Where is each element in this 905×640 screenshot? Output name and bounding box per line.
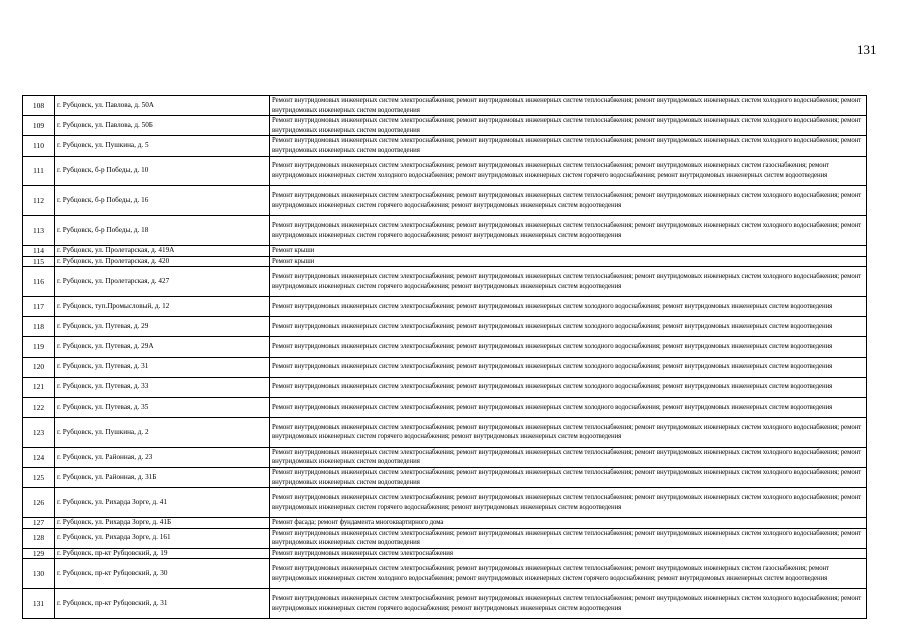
row-works: Ремонт внутридомовых инженерных систем электроснабжения [270,548,867,559]
table-row [23,267,867,297]
row-address: г. Рубцовск, туп.Промысловый, д. 12 [55,296,270,316]
row-number: 116 [23,267,55,297]
table-row [23,418,867,448]
row-address: г. Рубцовск, пр-кт Рубцовский, д. 19 [55,548,270,559]
row-number: 125 [23,468,55,488]
row-works: Ремонт фасада; ремонт фундамента многоквартирного дома [270,518,867,529]
row-address: г. Рубцовск, пр-кт Рубцовский, д. 31 [55,589,270,619]
row-address: г. Рубцовск, б-р Победы, д. 16 [55,186,270,216]
row-works: Ремонт внутридомовых инженерных систем электроснабжения; ремонт внутридомовых инженерных систем теплоснабжения; ремонт внутридомовых инженерных систем газоснабжения; ремонт внутридомовых инженерных систем холодного водоснабжения; ремонт внутридомовых инженерных систем горячего водоснабжения; ремонт внутридомовых инженерных систем водоотведения [270,559,867,589]
row-works: Ремонт внутридомовых инженерных систем электроснабжения; ремонт внутридомовых инженерных систем теплоснабжения; ремонт внутридомовых инженерных систем холодного водоснабжения; ремонт внутридомовых инженерных систем горячего водоснабжения; ремонт внутридомовых инженерных систем водоотведения [270,589,867,619]
row-number: 127 [23,518,55,529]
page-number: 131 [857,42,877,57]
row-number: 126 [23,488,55,518]
row-works: Ремонт внутридомовых инженерных систем электроснабжения; ремонт внутридомовых инженерных систем теплоснабжения; ремонт внутридомовых инженерных систем холодного водоснабжения; ремонт внутридомовых инженерных систем водоотведения [270,447,867,467]
row-address: г. Рубцовск, ул. Пролетарская, д. 419А [55,245,270,256]
table-row [23,216,867,246]
table-row [23,337,867,357]
row-works: Ремонт внутридомовых инженерных систем электроснабжения; ремонт внутридомовых инженерных систем теплоснабжения; ремонт внутридомовых инженерных систем холодного водоснабжения; ремонт внутридомовых инженерных систем горячего водоснабжения; ремонт внутридомовых инженерных систем водоотведения [270,186,867,216]
row-number: 123 [23,418,55,448]
row-number: 124 [23,447,55,467]
row-address: г. Рубцовск, ул. Пушкина, д. 2 [55,418,270,448]
table-row [23,518,867,529]
table-row [23,186,867,216]
row-number: 122 [23,397,55,417]
row-number: 115 [23,256,55,267]
table-row [23,357,867,377]
row-number: 114 [23,245,55,256]
table-row [23,397,867,417]
row-works: Ремонт внутридомовых инженерных систем электроснабжения; ремонт внутридомовых инженерных систем теплоснабжения; ремонт внутридомовых инженерных систем холодного водоснабжения; ремонт внутридомовых инженерных систем горячего водоснабжения; ремонт внутридомовых инженерных систем водоотведения [270,418,867,448]
row-works: Ремонт внутридомовых инженерных систем электроснабжения; ремонт внутридомовых инженерных систем холодного водоснабжения; ремонт внутридомовых инженерных систем водоотведения [270,317,867,337]
table-row [23,468,867,488]
row-number: 120 [23,357,55,377]
row-number: 117 [23,296,55,316]
table-row [23,548,867,559]
row-works: Ремонт внутридомовых инженерных систем электроснабжения; ремонт внутридомовых инженерных систем теплоснабжения; ремонт внутридомовых инженерных систем холодного водоснабжения; ремонт внутридомовых инженерных систем водоотведения [270,96,867,116]
row-address: г. Рубцовск, ул. Путевая, д. 35 [55,397,270,417]
row-number: 109 [23,116,55,136]
row-address: г. Рубцовск, ул. Пролетарская, д. 427 [55,267,270,297]
row-address: г. Рубцовск, б-р Победы, д. 18 [55,216,270,246]
table-row [23,245,867,256]
row-number: 111 [23,156,55,186]
table-row [23,296,867,316]
table-row [23,528,867,548]
row-number: 118 [23,317,55,337]
row-address: г. Рубцовск, ул. Павлова, д. 50Б [55,116,270,136]
row-number: 130 [23,559,55,589]
row-works: Ремонт внутридомовых инженерных систем электроснабжения; ремонт внутридомовых инженерных систем теплоснабжения; ремонт внутридомовых инженерных систем холодного водоснабжения; ремонт внутридомовых инженерных систем водоотведения [270,468,867,488]
row-number: 119 [23,337,55,357]
table-row [23,317,867,337]
row-address: г. Рубцовск, ул. Рихарда Зорге, д. 161 [55,528,270,548]
table-row [23,447,867,467]
row-works: Ремонт внутридомовых инженерных систем электроснабжения; ремонт внутридомовых инженерных систем теплоснабжения; ремонт внутридомовых инженерных систем холодного водоснабжения; ремонт внутридомовых инженерных систем водоотведения [270,136,867,156]
row-address: г. Рубцовск, пр-кт Рубцовский, д. 30 [55,559,270,589]
table-row [23,156,867,186]
table-body [23,96,867,619]
row-works: Ремонт крыши [270,256,867,267]
table-row [23,136,867,156]
table-row [23,377,867,397]
repair-works-table [22,95,867,619]
row-address: г. Рубцовск, ул. Рихарда Зорге, д. 41 [55,488,270,518]
row-works: Ремонт внутридомовых инженерных систем электроснабжения; ремонт внутридомовых инженерных систем теплоснабжения; ремонт внутридомовых инженерных систем холодного водоснабжения; ремонт внутридомовых инженерных систем горячего водоснабжения; ремонт внутридомовых инженерных систем водоотведения [270,267,867,297]
row-works: Ремонт внутридомовых инженерных систем электроснабжения; ремонт внутридомовых инженерных систем холодного водоснабжения; ремонт внутридомовых инженерных систем водоотведения [270,377,867,397]
table-row [23,559,867,589]
table-row [23,256,867,267]
table-row [23,589,867,619]
row-number: 108 [23,96,55,116]
row-address: г. Рубцовск, ул. Районная, д. 31Б [55,468,270,488]
row-number: 112 [23,186,55,216]
row-address: г. Рубцовск, ул. Путевая, д. 29А [55,337,270,357]
row-works: Ремонт внутридомовых инженерных систем электроснабжения; ремонт внутридомовых инженерных систем теплоснабжения; ремонт внутридомовых инженерных систем холодного водоснабжения; ремонт внутридомовых инженерных систем водоотведения [270,528,867,548]
row-address: г. Рубцовск, ул. Путевая, д. 33 [55,377,270,397]
row-number: 113 [23,216,55,246]
table-row [23,96,867,116]
row-number: 129 [23,548,55,559]
row-number: 131 [23,589,55,619]
row-number: 110 [23,136,55,156]
row-number: 121 [23,377,55,397]
table-row [23,488,867,518]
row-works: Ремонт внутридомовых инженерных систем электроснабжения; ремонт внутридомовых инженерных систем теплоснабжения; ремонт внутридомовых инженерных систем газоснабжения; ремонт внутридомовых инженерных систем холодного водоснабжения; ремонт внутридомовых инженерных систем горячего водоснабжения; ремонт внутридомовых инженерных систем водоотведения [270,156,867,186]
row-address: г. Рубцовск, ул. Рихарда Зорге, д. 41Б [55,518,270,529]
row-address: г. Рубцовск, ул. Пушкина, д. 5 [55,136,270,156]
row-works: Ремонт внутридомовых инженерных систем электроснабжения; ремонт внутридомовых инженерных систем теплоснабжения; ремонт внутридомовых инженерных систем холодного водоснабжения; ремонт внутридомовых инженерных систем водоотведения [270,116,867,136]
row-works: Ремонт внутридомовых инженерных систем электроснабжения; ремонт внутридомовых инженерных систем холодного водоснабжения; ремонт внутридомовых инженерных систем водоотведения [270,357,867,377]
row-works: Ремонт внутридомовых инженерных систем электроснабжения; ремонт внутридомовых инженерных систем теплоснабжения; ремонт внутридомовых инженерных систем холодного водоснабжения; ремонт внутридомовых инженерных систем горячего водоснабжения; ремонт внутридомовых инженерных систем водоотведения [270,216,867,246]
row-works: Ремонт внутридомовых инженерных систем электроснабжения; ремонт внутридомовых инженерных систем холодного водоснабжения; ремонт внутридомовых инженерных систем водоотведения [270,296,867,316]
row-works: Ремонт внутридомовых инженерных систем электроснабжения; ремонт внутридомовых инженерных систем холодного водоснабжения; ремонт внутридомовых инженерных систем водоотведения [270,397,867,417]
row-address: г. Рубцовск, ул. Районная, д. 23 [55,447,270,467]
row-address: г. Рубцовск, ул. Павлова, д. 50А [55,96,270,116]
row-address: г. Рубцовск, ул. Пролетарская, д. 420 [55,256,270,267]
row-address: г. Рубцовск, ул. Путевая, д. 29 [55,317,270,337]
row-address: г. Рубцовск, б-р Победы, д. 10 [55,156,270,186]
table-row [23,116,867,136]
row-works: Ремонт внутридомовых инженерных систем электроснабжения; ремонт внутридомовых инженерных систем теплоснабжения; ремонт внутридомовых инженерных систем холодного водоснабжения; ремонт внутридомовых инженерных систем горячего водоснабжения; ремонт внутридомовых инженерных систем водоотведения [270,488,867,518]
row-number: 128 [23,528,55,548]
row-works: Ремонт внутридомовых инженерных систем электроснабжения; ремонт внутридомовых инженерных систем холодного водоснабжения; ремонт внутридомовых инженерных систем водоотведения [270,337,867,357]
row-works: Ремонт крыши [270,245,867,256]
row-address: г. Рубцовск, ул. Путевая, д. 31 [55,357,270,377]
